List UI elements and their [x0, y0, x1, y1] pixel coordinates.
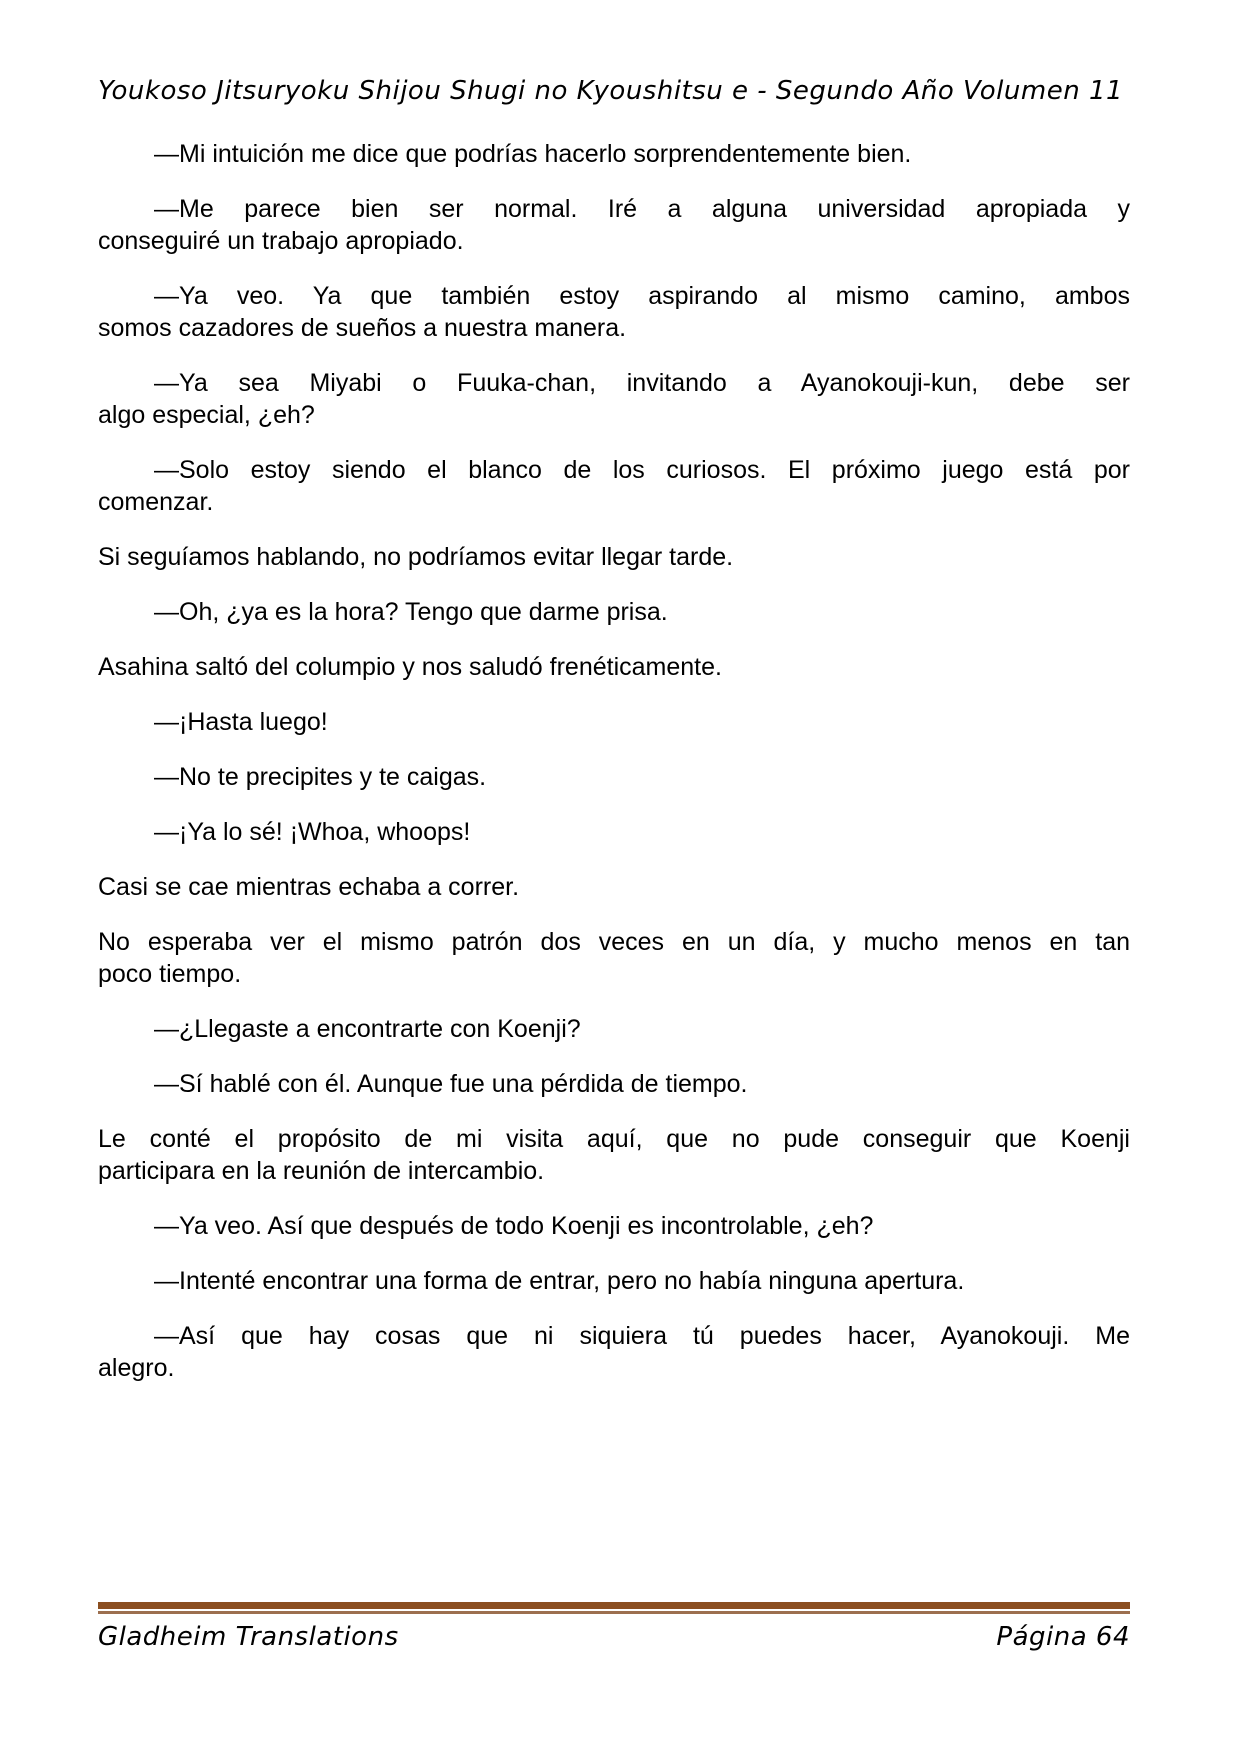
paragraph: [98, 1068, 1130, 1100]
paragraph: [98, 761, 1130, 793]
paragraph: [98, 926, 1130, 990]
paragraph-line: —Ya veo. Ya que también estoy aspirando al mismo camino, ambos: [154, 282, 1130, 310]
page-header: [98, 0, 1130, 108]
paragraph: [98, 651, 1130, 683]
paragraph: [98, 367, 1130, 431]
paragraph-line: —Oh, ¿ya es la hora? Tengo que darme prisa.: [154, 598, 668, 626]
paragraph-line: comenzar.: [98, 488, 214, 516]
paragraph: [98, 193, 1130, 257]
paragraph-line: —No te precipites y te caigas.: [154, 763, 487, 791]
paragraph-line: conseguiré un trabajo apropiado.: [98, 227, 464, 255]
footer-page-number: Página 64: [996, 1622, 1130, 1652]
paragraph-line: —Mi intuición me dice que podrías hacerlo sorprendentemente bien.: [154, 140, 912, 168]
page-footer: [98, 1602, 1130, 1652]
paragraph: [98, 1320, 1130, 1384]
header-title: Youkoso Jitsuryoku Shijou Shugi no Kyoushitsu e - Segundo Año Volumen 11: [98, 76, 1124, 106]
document-page: [98, 0, 1130, 1754]
paragraph-line: alegro.: [98, 1354, 175, 1382]
footer-translator: Gladheim Translations: [98, 1622, 399, 1652]
paragraph: [98, 280, 1130, 344]
footer-rule-thick: [98, 1602, 1130, 1609]
body-text: [98, 138, 1130, 1384]
paragraph: [98, 1210, 1130, 1242]
paragraph-line: —¡Hasta luego!: [154, 708, 328, 736]
paragraph-line: No esperaba ver el mismo patrón dos veces en un día, y mucho menos en tan: [98, 928, 1130, 956]
paragraph: [98, 541, 1130, 573]
paragraph-line: somos cazadores de sueños a nuestra manera.: [98, 314, 627, 342]
paragraph-line: —Así que hay cosas que ni siquiera tú puedes hacer, Ayanokouji. Me: [154, 1322, 1130, 1350]
paragraph-line: —Ya sea Miyabi o Fuuka-chan, invitando a Ayanokouji-kun, debe ser: [154, 369, 1130, 397]
paragraph-line: —Intenté encontrar una forma de entrar, pero no había ninguna apertura.: [154, 1267, 965, 1295]
paragraph-line: —Solo estoy siendo el blanco de los curiosos. El próximo juego está por: [154, 456, 1130, 484]
paragraph-line: Asahina saltó del columpio y nos saludó frenéticamente.: [98, 653, 722, 681]
paragraph: [98, 706, 1130, 738]
paragraph-line: —¿Llegaste a encontrarte con Koenji?: [154, 1015, 581, 1043]
paragraph: [98, 871, 1130, 903]
footer-rule-thin: [98, 1611, 1130, 1614]
paragraph: [98, 138, 1130, 170]
paragraph-line: poco tiempo.: [98, 960, 242, 988]
paragraph-line: Si seguíamos hablando, no podríamos evitar llegar tarde.: [98, 543, 734, 571]
paragraph-line: —Sí hablé con él. Aunque fue una pérdida de tiempo.: [154, 1070, 748, 1098]
paragraph-line: —Me parece bien ser normal. Iré a alguna universidad apropiada y: [154, 195, 1130, 223]
paragraph: [98, 816, 1130, 848]
paragraph: [98, 454, 1130, 518]
paragraph-line: algo especial, ¿eh?: [98, 401, 315, 429]
paragraph: [98, 596, 1130, 628]
paragraph-line: participara en la reunión de intercambio.: [98, 1157, 545, 1185]
paragraph-line: —Ya veo. Así que después de todo Koenji es incontrolable, ¿eh?: [154, 1212, 874, 1240]
paragraph-line: Le conté el propósito de mi visita aquí, que no pude conseguir que Koenji: [98, 1125, 1130, 1153]
paragraph-line: Casi se cae mientras echaba a correr.: [98, 873, 520, 901]
paragraph: [98, 1123, 1130, 1187]
paragraph: [98, 1265, 1130, 1297]
paragraph-line: —¡Ya lo sé! ¡Whoa, whoops!: [154, 818, 471, 846]
paragraph: [98, 1013, 1130, 1045]
